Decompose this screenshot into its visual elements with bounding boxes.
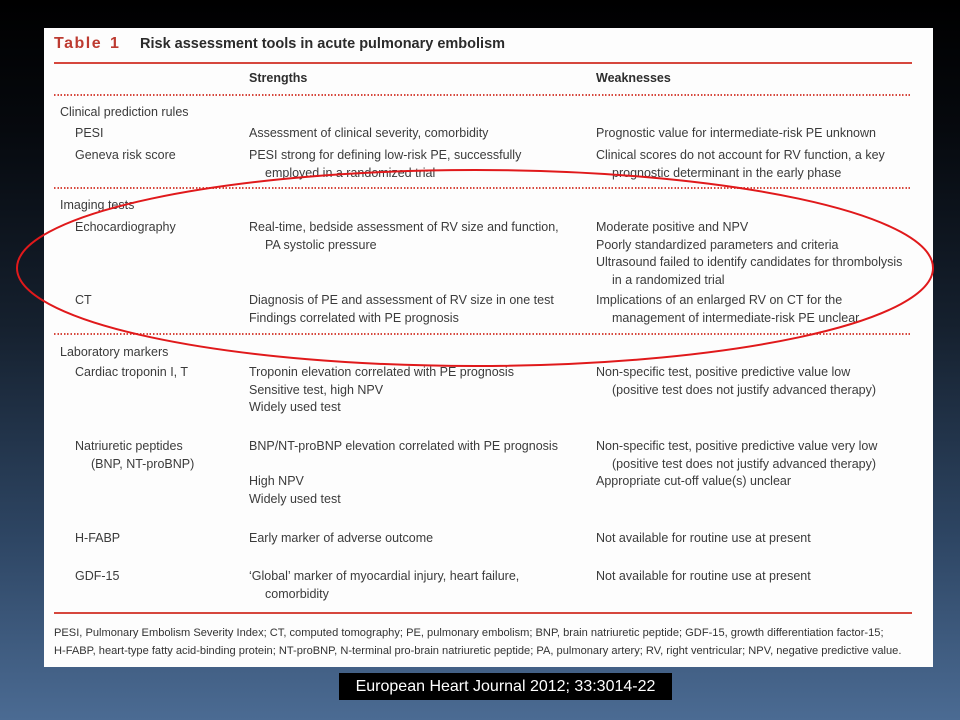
weaknesses-cell <box>596 219 902 289</box>
weakness-text-continued: in a randomized trial <box>612 272 725 287</box>
weakness-text-continued: prognostic determinant in the early phase <box>612 165 842 180</box>
strength-text: Widely used test <box>249 491 341 506</box>
tool-name: Geneva risk score <box>75 148 176 162</box>
group-label: Imaging tests <box>60 198 135 212</box>
strength-text: High NPV <box>249 474 304 489</box>
tool-name: Echocardiography <box>75 220 176 234</box>
weakness-text: Ultrasound failed to identify candidates for thrombolysis <box>596 255 903 270</box>
weakness-text: Clinical scores do not account for RV function, a key <box>596 148 885 162</box>
strength-text-continued: employed in a randomized trial <box>265 165 436 180</box>
weakness-text-continued: management of intermediate-risk PE unclear <box>612 310 860 325</box>
strengths-cell <box>249 364 514 417</box>
weaknesses-cell <box>596 292 859 327</box>
weaknesses-cell <box>596 568 811 586</box>
weaknesses-cell <box>596 438 877 491</box>
column-header-weaknesses: Weaknesses <box>596 71 671 85</box>
weakness-text: Non-specific test, positive predictive value very low <box>596 439 878 453</box>
tool-cell <box>75 530 120 548</box>
tool-name: PESI <box>75 126 104 140</box>
column-header-strengths: Strengths <box>249 71 308 85</box>
strength-text-continued: PA systolic pressure <box>265 237 377 252</box>
weakness-text: Poorly standardized parameters and criteria <box>596 237 839 252</box>
strength-text-continued: comorbidity <box>265 586 329 601</box>
strength-text: Real-time, bedside assessment of RV size and function, <box>249 220 559 234</box>
table-footnote: PESI, Pulmonary Embolism Severity Index; CT, computed tomography; PE, pulmonary embolism; BNP, brain natriuretic peptide; GDF-15, growth differentiation factor-15; <box>54 627 884 639</box>
tool-name: GDF-15 <box>75 569 120 583</box>
strength-text: Diagnosis of PE and assessment of RV size in one test <box>249 293 554 307</box>
strengths-cell <box>249 292 554 327</box>
strength-text: Widely used test <box>249 400 341 415</box>
weakness-text: Implications of an enlarged RV on CT for the <box>596 293 843 307</box>
strengths-cell <box>249 147 521 182</box>
tool-name: Cardiac troponin I, T <box>75 365 189 379</box>
tool-cell <box>75 147 176 165</box>
strengths-cell <box>249 530 433 548</box>
strength-text: Sensitive test, high NPV <box>249 382 384 397</box>
title-rule <box>54 62 912 64</box>
tool-cell <box>75 292 92 310</box>
strength-text: Early marker of adverse outcome <box>249 531 434 545</box>
table-number: Table 1 <box>54 35 121 52</box>
table-title: Risk assessment tools in acute pulmonary embolism <box>140 36 506 52</box>
strength-text: Findings correlated with PE prognosis <box>249 310 459 325</box>
weakness-text-continued: (positive test does not justify advanced therapy) <box>612 382 877 397</box>
strengths-cell <box>249 438 558 508</box>
strengths-cell <box>249 125 488 143</box>
strength-text: ‘Global’ marker of myocardial injury, heart failure, <box>249 569 520 583</box>
tool-cell <box>75 219 176 237</box>
line-spacer <box>249 456 558 474</box>
weaknesses-cell <box>596 530 811 548</box>
tool-name: Natriuretic peptides <box>75 439 183 453</box>
group-divider <box>54 333 912 335</box>
weaknesses-cell <box>596 125 876 143</box>
tool-cell <box>75 438 194 473</box>
tool-cell <box>75 364 188 382</box>
weaknesses-cell <box>596 147 885 182</box>
weakness-text: Appropriate cut-off value(s) unclear <box>596 474 792 489</box>
group-label: Clinical prediction rules <box>60 105 189 119</box>
weaknesses-cell <box>596 364 876 399</box>
tool-name: CT <box>75 293 92 307</box>
tool-name-continued: (BNP, NT-proBNP) <box>91 456 195 471</box>
header-divider <box>54 94 912 96</box>
strength-text: PESI strong for defining low-risk PE, successfully <box>249 148 522 162</box>
strength-text: Troponin elevation correlated with PE prognosis <box>249 365 514 379</box>
strengths-cell <box>249 219 559 254</box>
tool-cell <box>75 125 104 143</box>
strength-text: BNP/NT-proBNP elevation correlated with PE prognosis <box>249 439 558 453</box>
group-divider <box>54 187 912 189</box>
source-caption: European Heart Journal 2012; 33:3014-22 <box>339 673 672 700</box>
group-label: Laboratory markers <box>60 345 169 359</box>
tool-name: H-FABP <box>75 531 121 545</box>
table-bottom-rule <box>54 612 912 614</box>
weakness-text: Prognostic value for intermediate-risk PE unknown <box>596 126 876 140</box>
weakness-text: Not available for routine use at present <box>596 531 811 545</box>
weakness-text-continued: (positive test does not justify advanced therapy) <box>612 456 877 471</box>
weakness-text: Not available for routine use at present <box>596 569 811 583</box>
table-figure <box>44 28 933 667</box>
table-footnote: H-FABP, heart-type fatty acid-binding protein; NT-proBNP, N-terminal pro-brain natriuretic peptide; PA, pulmonary artery; RV, right ventricular; NPV, negative predictive value. <box>54 645 902 657</box>
weakness-text: Moderate positive and NPV <box>596 220 749 234</box>
strength-text: Assessment of clinical severity, comorbidity <box>249 126 489 140</box>
strengths-cell <box>249 568 519 603</box>
weakness-text: Non-specific test, positive predictive value low <box>596 365 851 379</box>
tool-cell <box>75 568 119 586</box>
